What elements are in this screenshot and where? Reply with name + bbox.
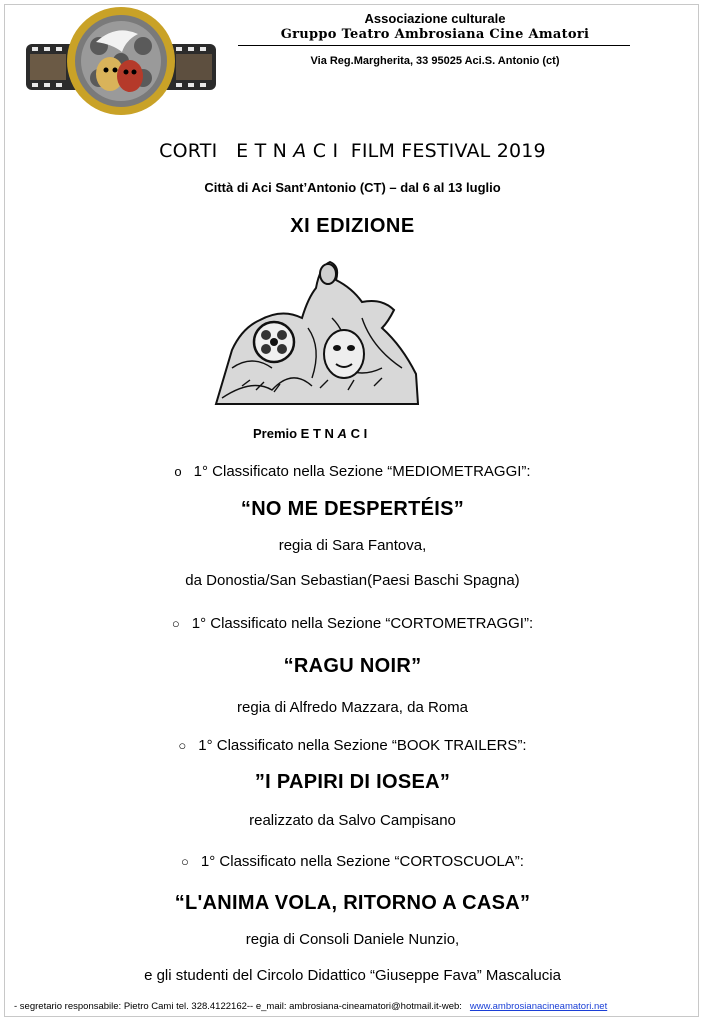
section-label: 1° Classificato nella Sezione “CORTOSCUOLA”:: [200, 853, 524, 870]
festival-city-dates: Città di Aci Sant’Antonio (CT) – dal 6 al 13 luglio: [204, 180, 501, 195]
address: Via Reg.Margherita, 33 95025 Aci.S. Antonio (ct): [310, 55, 560, 67]
title-rest: FILM FESTIVAL 2019: [350, 140, 546, 162]
footer-contacts: - segretario responsabile: Pietro Cami tel. 328.4122162-- e_mail: ambrosiana-cineamatori@hotmail.it-web:: [14, 1001, 462, 1012]
prize-label-a: A: [337, 426, 347, 441]
footer: [14, 1001, 607, 1012]
winner-detail: da Donostia/San Sebastian(Paesi Baschi Spagna): [185, 572, 520, 589]
prize-label-2: C I: [350, 426, 368, 441]
bullet-icon: ○: [178, 738, 187, 753]
festival-title: [0, 140, 705, 162]
section-label: 1° Classificato nella Sezione “MEDIOMETRAGGI”:: [193, 463, 531, 480]
association-logo: [26, 4, 216, 118]
section-label: 1° Classificato nella Sezione “BOOK TRAILERS”:: [198, 737, 527, 754]
prize-label: [253, 426, 367, 441]
title-etnaci-2: C I: [312, 140, 339, 162]
title-etnaci-a: A: [293, 140, 307, 162]
winner-detail: regia di Consoli Daniele Nunzio,: [245, 931, 460, 948]
section-cortoscuola: [0, 853, 705, 870]
section-cortometraggi: [0, 615, 705, 632]
association-label: Associazione culturale: [364, 11, 506, 26]
winner-detail: regia di Alfredo Mazzara, da Roma: [237, 699, 468, 716]
winner-detail: realizzato da Salvo Campisano: [249, 812, 456, 829]
bullet-icon: ○: [171, 616, 180, 631]
section-mediometraggi: [0, 463, 705, 480]
section-book-trailers: [0, 737, 705, 754]
group-name: Gruppo Teatro Ambrosiana Cine Amatori: [280, 27, 590, 42]
header-divider: [238, 45, 630, 46]
website-link[interactable]: www.ambrosianacineamatori.net: [469, 1001, 608, 1012]
bullet-icon: ○: [181, 854, 189, 869]
winner-detail: e gli studenti del Circolo Didattico “Giuseppe Fava” Mascalucia: [144, 967, 561, 984]
winner-title: “RAGU NOIR”: [283, 655, 422, 677]
prize-label-1: Premio E T N: [253, 426, 334, 441]
festival-edition: XI EDIZIONE: [290, 215, 415, 237]
title-etnaci-1: E T N: [236, 140, 288, 162]
winner-detail: regia di Sara Fantova,: [278, 537, 427, 554]
winner-title: “NO ME DESPERTÉIS”: [240, 498, 465, 520]
winner-title: ”I PAPIRI DI IOSEA”: [254, 771, 451, 793]
title-corti: CORTI: [159, 140, 218, 162]
sculpture-illustration: [212, 258, 424, 408]
section-label: 1° Classificato nella Sezione “CORTOMETRAGGI”:: [191, 615, 534, 632]
winner-title: “L'ANIMA VOLA, RITORNO A CASA”: [174, 892, 531, 914]
bullet-icon: o: [174, 464, 182, 479]
